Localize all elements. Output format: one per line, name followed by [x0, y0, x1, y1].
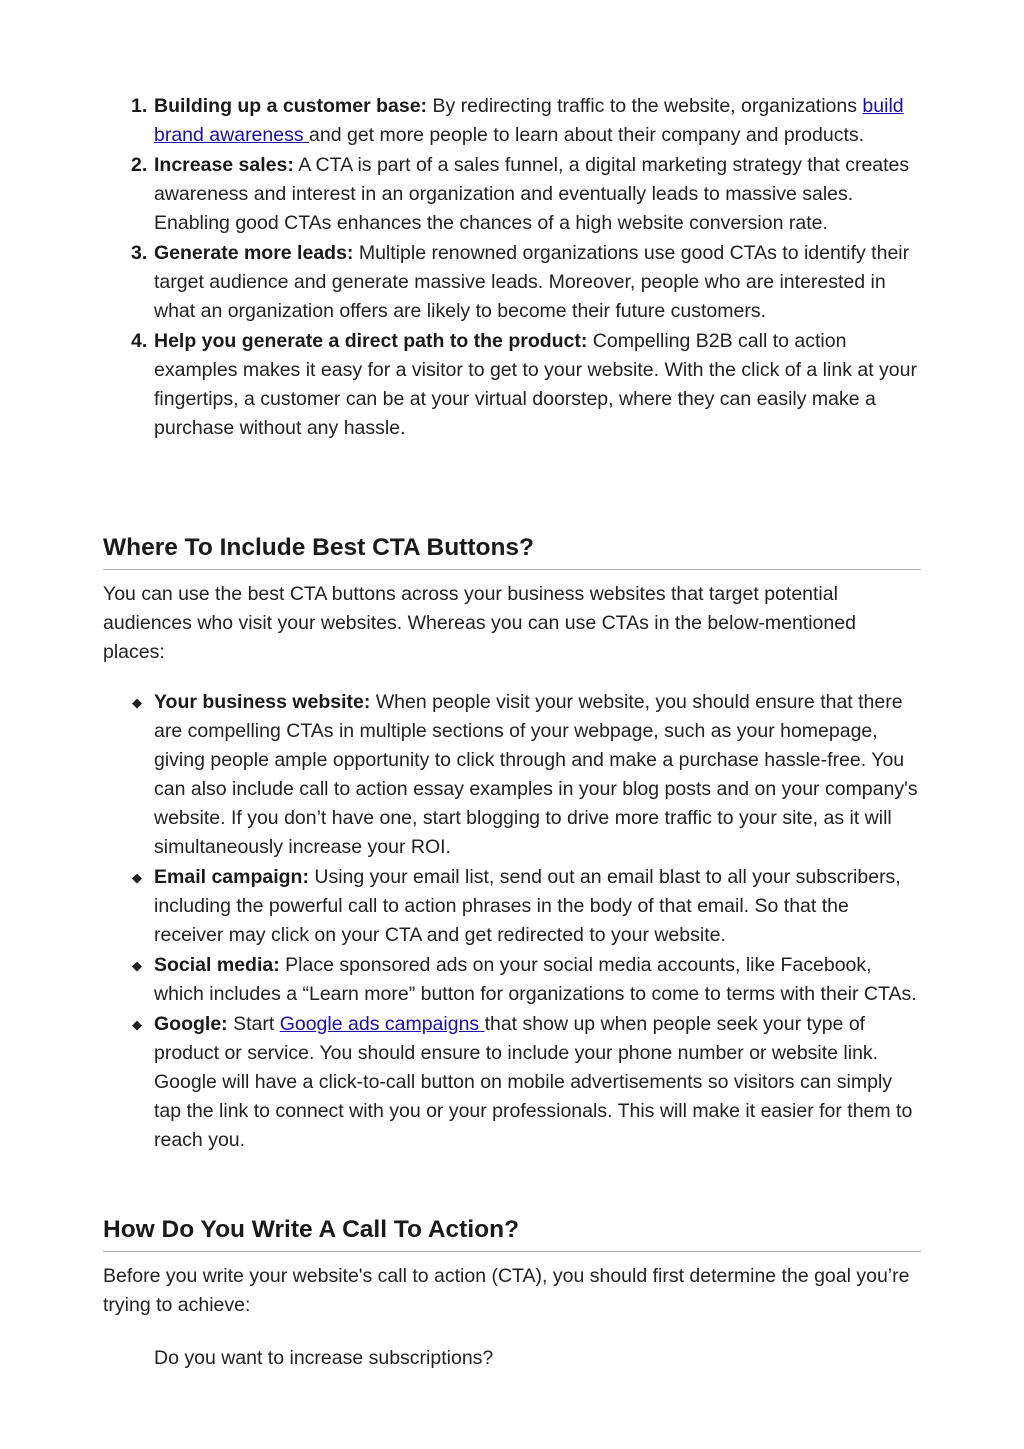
list-number: 2. [131, 154, 148, 176]
item-text: that show up when people seek your type of product or service. You should ensure to include your phone number or website link. Google will have a click-to-call button on mobile advertisements so visitors can simply tap the link to connect with you or your professionals. This will make it easier for them to reach you. [154, 1013, 913, 1151]
benefits-block [103, 92, 921, 444]
section-intro: Before you write your website's call to action (CTA), you should first determine the goal you’re trying to achieve: [103, 1265, 910, 1316]
item-text: Multiple renowned organizations use good CTAs to identify their target audience and generate massive leads. Moreover, people who are interested in what an organization offers are likely to become their future customers. [154, 242, 910, 322]
bullet-icon: ◆ [132, 958, 142, 973]
places-list [103, 688, 921, 1155]
benefits-list [103, 92, 921, 443]
list-item [103, 151, 921, 238]
list-number: 1. [131, 95, 148, 117]
item-title: Help you generate a direct path to the product: [154, 330, 588, 352]
item-title: Increase sales: [154, 154, 294, 176]
list-number: 3. [131, 242, 148, 264]
item-title: Social media: [154, 954, 280, 976]
list-item [103, 327, 921, 443]
list-item [103, 863, 921, 950]
item-text: By redirecting traffic to the website, organizations [427, 95, 863, 117]
google-ads-campaigns-link[interactable]: Google ads campaigns [279, 1013, 485, 1035]
item-text: Using your email list, send out an email blast to all your subscribers, including the powerful call to action phrases in the body of that email. So that the receiver may click on your CTA and get redirected to your website. [154, 866, 901, 946]
item-title: Email campaign: [154, 866, 309, 888]
list-item [103, 1010, 921, 1155]
list-number: 4. [131, 330, 148, 352]
item-text: A CTA is part of a sales funnel, a digital marketing strategy that creates awareness and interest in an organization and eventually leads to massive sales. Enabling good CTAs enhances the chances of a high website conversion rate. [154, 154, 910, 234]
item-text: When people visit your website, you should ensure that there are compelling CTAs in multiple sections of your webpage, such as your homepage, giving people ample opportunity to click through and make a purchase hassle-free. You can also include call to action essay examples in your blog posts and on your company's website. If you don’t have one, start blogging to drive more traffic to your site, as it will simultaneously increase your ROI. [154, 691, 918, 858]
item-title: Your business website: [154, 691, 371, 713]
places-block [103, 688, 921, 1156]
section-how-intro-block [103, 1262, 921, 1320]
bullet-icon: ◆ [132, 695, 142, 710]
list-item [103, 688, 921, 862]
item-title: Google: [154, 1013, 228, 1035]
list-item [103, 239, 921, 326]
item-title: Generate more leads: [154, 242, 354, 264]
item-text: Place sponsored ads on your social media accounts, like Facebook, which includes a “Learn more” button for organizations to come to terms with their CTAs. [154, 954, 917, 1005]
section-where-heading-block [103, 532, 921, 570]
list-item [103, 92, 921, 150]
build-brand-awareness-link[interactable]: build brand awareness [154, 95, 904, 146]
section-where-intro-block [103, 580, 921, 667]
item-title: Building up a customer base: [154, 95, 428, 117]
section-heading: Where To Include Best CTA Buttons? [103, 532, 921, 570]
list-item [103, 951, 921, 1009]
bullet-icon: ◆ [132, 870, 142, 885]
item-text: and get more people to learn about their company and products. [309, 124, 865, 146]
bullet-icon: ◆ [132, 1017, 142, 1032]
goal-question: Do you want to increase subscriptions? [154, 1347, 494, 1369]
section-how-heading-block [103, 1214, 921, 1252]
item-text: Compelling B2B call to action examples makes it easy for a visitor to get to your website. With the click of a link at your fingertips, a customer can be at your virtual doorstep, where they can easily make a purchase without any hassle. [154, 330, 917, 439]
question-block [103, 1344, 921, 1373]
section-heading: How Do You Write A Call To Action? [103, 1214, 921, 1252]
section-intro: You can use the best CTA buttons across your business websites that target potential audiences who visit your websites. Whereas you can use CTAs in the below-mentioned places: [103, 583, 856, 663]
item-text: Start [227, 1013, 280, 1035]
